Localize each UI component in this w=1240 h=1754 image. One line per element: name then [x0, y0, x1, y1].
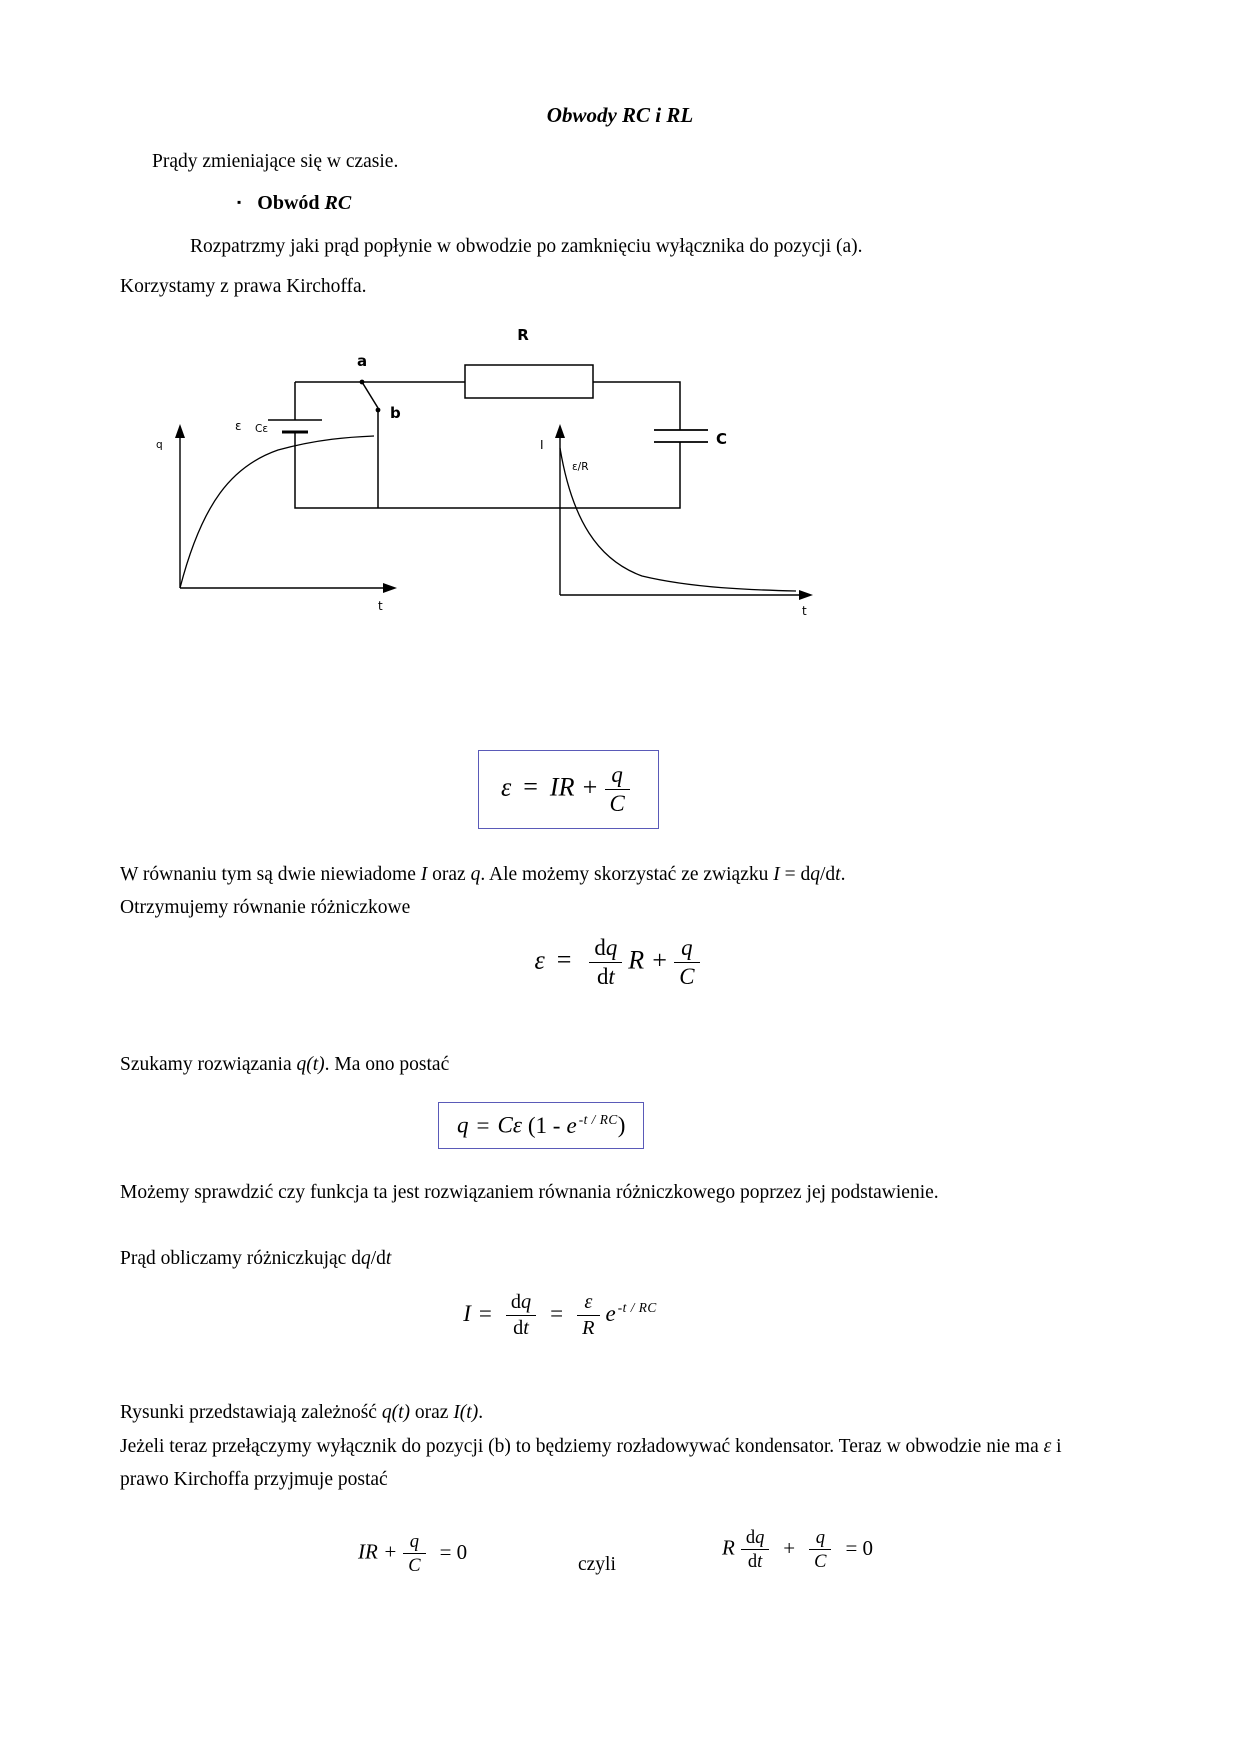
text-segment: q(t): [381, 1402, 410, 1423]
eq-fraction: [403, 1532, 425, 1576]
eq-fraction: [589, 936, 622, 989]
text-segment: i prawo Kirchoffa przyjmuje postać: [120, 1436, 1062, 1490]
eq-var: q: [605, 935, 618, 960]
eq-relation: =: [556, 945, 572, 975]
t-axis-right-label: t: [802, 604, 807, 618]
eq-d: d: [596, 964, 609, 990]
eq-term: IR +: [358, 1539, 398, 1564]
eq-relation: =: [478, 1301, 492, 1327]
text-segment: q: [470, 864, 481, 885]
text-segment: . Ma ono postać: [324, 1054, 450, 1075]
eq-var: q: [521, 1291, 532, 1313]
circuit-wires: [295, 382, 680, 508]
eq-var: t: [608, 964, 615, 990]
i-axis-label: I: [540, 438, 544, 452]
paragraph-prad: [120, 1242, 391, 1275]
eq-numerator: q: [809, 1528, 831, 1550]
bullet-square-icon: ▪: [237, 195, 242, 209]
equation-row: [463, 1292, 657, 1339]
equation-discharge-right: [722, 1528, 881, 1572]
text-segment: . Ale możemy skorzystać ze związku: [480, 864, 774, 885]
resistor-box: [465, 365, 593, 398]
resistor-label: R: [517, 326, 529, 344]
text-segment: q(t): [296, 1054, 325, 1075]
eq-lhs: q: [457, 1112, 469, 1138]
text-segment: Rysunki przedstawiają zależność: [120, 1402, 382, 1423]
equation-row: [358, 1532, 475, 1576]
eq-lhs: ε: [534, 945, 545, 975]
text-segment: /d: [820, 864, 836, 885]
eq-numerator: q: [674, 936, 699, 963]
text-segment: t: [385, 1248, 392, 1269]
eq-exp-term: [566, 1113, 617, 1138]
paragraph-mozemy: Możemy sprawdzić czy funkcja ta jest rozwiązaniem równania różniczkowego poprzez jej podstawienie.: [120, 1182, 939, 1203]
eq-base: e: [566, 1112, 577, 1138]
eq-exponent: -t / RC: [617, 1300, 657, 1316]
eq-d: d: [747, 1551, 758, 1572]
eq-term: R: [722, 1535, 735, 1560]
page-title: Obwody RC i RL: [546, 103, 694, 127]
eq-numerator: q: [403, 1532, 425, 1554]
q-axis-arrow-icon: [175, 424, 185, 438]
eq-lhs: ε: [501, 772, 512, 802]
eq-numerator: [741, 1528, 769, 1550]
eq-paren-close: ): [617, 1112, 626, 1138]
eq-fraction: [506, 1292, 536, 1339]
eq-d: d: [510, 1291, 522, 1313]
eq-denominator: C: [814, 1551, 827, 1572]
eps-over-r-label: ε/R: [572, 461, 589, 473]
capacitor-label: C: [716, 430, 728, 448]
equation-differential: [0, 936, 1240, 989]
eq-term: R +: [628, 945, 669, 975]
eq-d: d: [513, 1317, 524, 1340]
bullet-heading-text: Obwód: [257, 192, 325, 214]
switch-a-label: a: [356, 352, 368, 370]
text-segment: q: [360, 1248, 371, 1269]
bullet-heading: [237, 192, 351, 215]
text-segment: .: [840, 864, 846, 885]
text-segment: ε: [1043, 1436, 1052, 1457]
eq-denominator: R: [582, 1317, 595, 1340]
eq-fraction: [577, 1292, 599, 1339]
bullet-heading-rc: RC: [324, 192, 352, 214]
eq-relation: = 0: [439, 1539, 468, 1564]
text-segment: = d: [779, 864, 811, 885]
t-axis-right-arrow-icon: [799, 590, 813, 600]
charging-curve: [180, 436, 374, 588]
eq-paren-open: (1 -: [527, 1112, 561, 1138]
eq-numerator: ε: [577, 1292, 599, 1316]
eq-var: q: [755, 1527, 765, 1547]
equation-current: [0, 1292, 1240, 1339]
text-segment: I: [773, 864, 780, 885]
word-czyli: czyli: [578, 1554, 616, 1575]
text-segment: Szukamy rozwiązania: [120, 1054, 297, 1075]
eq-coefficient: Cε: [497, 1112, 522, 1138]
equation-kirchhoff: [478, 750, 659, 829]
paragraph-line: [120, 858, 845, 891]
battery-emf-label: ε: [235, 419, 242, 433]
battery-cemf-label: Cε: [255, 423, 269, 435]
equation-discharge-left: [358, 1532, 475, 1576]
text-segment: Jeżeli teraz przełączymy wyłącznik do pozycji (b) to będziemy rozładowywać kondensator. Teraz w obwodzie nie ma: [120, 1436, 1044, 1457]
eq-fraction: [809, 1528, 831, 1572]
eq-numerator: q: [605, 763, 630, 790]
equation-row: [722, 1528, 881, 1572]
eq-denominator: [741, 1550, 769, 1571]
eq-relation: =: [476, 1112, 490, 1138]
t-axis-left-label: t: [378, 599, 383, 613]
text-segment: Prąd obliczamy różniczkując d: [120, 1248, 361, 1269]
eq-d: d: [745, 1527, 756, 1547]
eq-var: t: [757, 1551, 763, 1572]
equation-box: [478, 750, 659, 829]
eq-var: t: [523, 1317, 529, 1340]
eq-denominator: C: [609, 791, 625, 817]
paragraph-rownanie: [120, 858, 845, 924]
switch-b-label: b: [390, 404, 401, 422]
charge-graph: [156, 424, 397, 613]
eq-fraction: [605, 763, 630, 816]
text-segment: q: [810, 864, 820, 885]
current-graph: [540, 424, 813, 618]
equation-row: [535, 936, 706, 989]
text-segment: t: [835, 864, 841, 885]
eq-denominator: C: [408, 1555, 421, 1576]
eq-denominator: [589, 963, 622, 989]
eq-relation: =: [550, 1301, 564, 1327]
eq-operator: +: [783, 1535, 796, 1560]
eq-relation: =: [523, 772, 538, 802]
eq-denominator: [506, 1316, 536, 1339]
paragraph-szukamy: [120, 1048, 449, 1081]
eq-term: IR +: [549, 772, 599, 802]
q-axis-label: q: [156, 439, 163, 451]
paragraph-jezeli: [120, 1430, 1115, 1496]
eq-base: e: [605, 1301, 616, 1327]
eq-d: d: [594, 935, 606, 960]
eq-lhs: I: [463, 1301, 471, 1327]
text-segment: /d: [370, 1248, 386, 1269]
equation-box: [438, 1102, 644, 1149]
eq-numerator: [506, 1292, 536, 1316]
text-segment: .: [478, 1402, 484, 1423]
paragraph-intro: Prądy zmieniające się w czasie.: [152, 151, 399, 172]
paragraph-korzystamy: Korzystamy z prawa Kirchoffa.: [120, 276, 367, 297]
text-segment: oraz: [410, 1402, 454, 1423]
t-axis-left-arrow-icon: [383, 583, 397, 593]
paragraph-rysunki: [120, 1396, 483, 1429]
switch-blade: [362, 382, 378, 408]
eq-denominator: C: [679, 964, 695, 990]
text-segment: I(t): [453, 1402, 479, 1423]
eq-relation: = 0: [845, 1535, 874, 1560]
eq-numerator: [589, 936, 622, 963]
discharge-curve: [560, 448, 796, 591]
eq-fraction: [674, 936, 699, 989]
text-segment: I: [420, 864, 428, 885]
text-segment: oraz: [427, 864, 471, 885]
text-segment: W równaniu tym są dwie niewiadome: [120, 864, 421, 885]
equation-solution: [438, 1102, 644, 1149]
circuit-diagram: [140, 318, 840, 628]
paragraph-line: Otrzymujemy równanie różniczkowe: [120, 897, 411, 918]
eq-exp-term: [606, 1301, 657, 1326]
eq-fraction: [741, 1528, 769, 1572]
paragraph-rozpatrzmy: Rozpatrzmy jaki prąd popłynie w obwodzie po zamknięciu wyłącznika do pozycji (a).: [190, 236, 863, 257]
eq-exponent: -t / RC: [578, 1112, 618, 1127]
i-axis-arrow-icon: [555, 424, 565, 438]
